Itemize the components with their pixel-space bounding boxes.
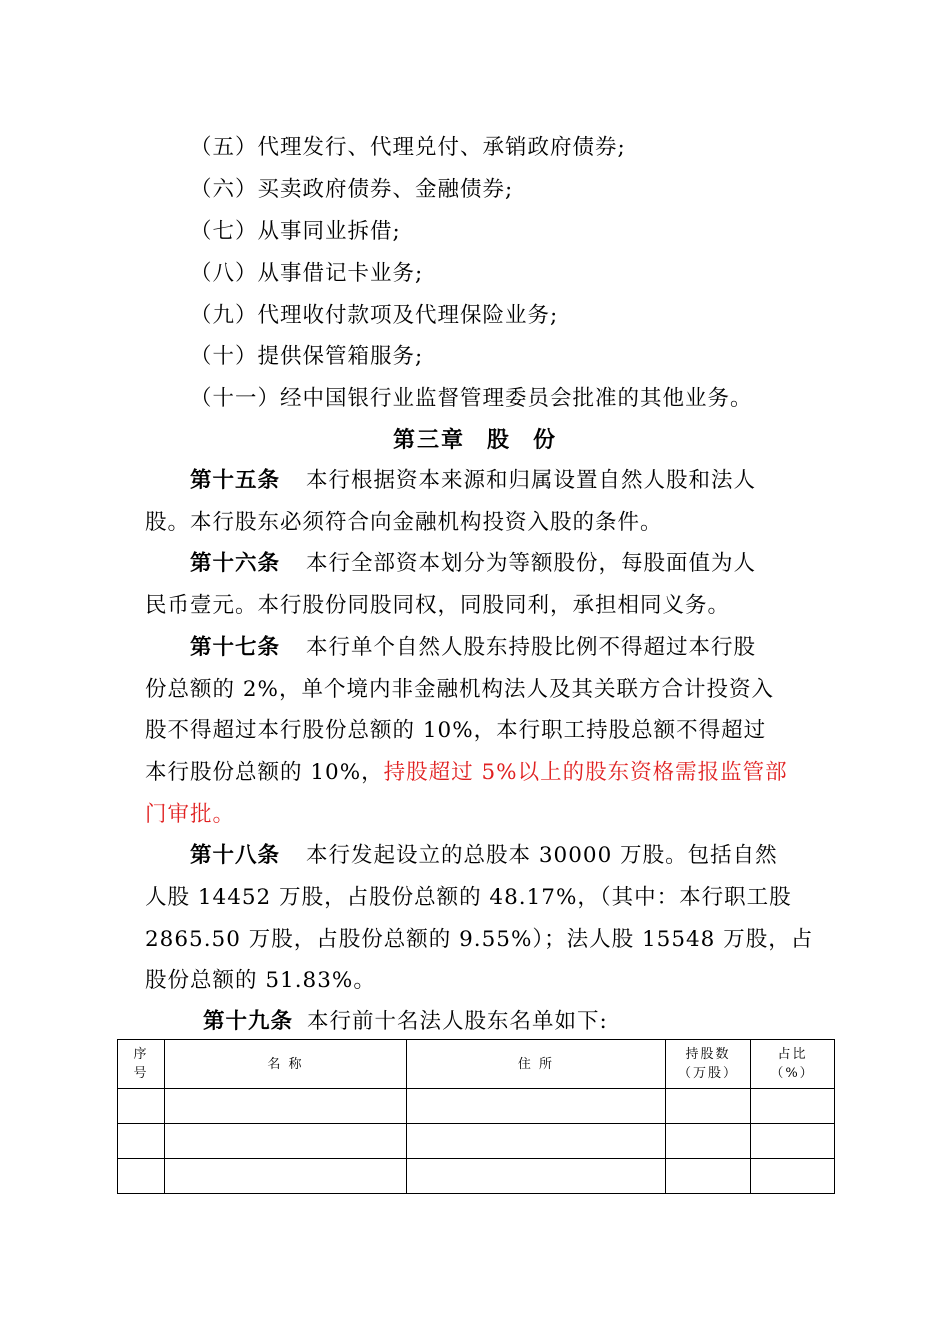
article-18-line-1: 第十八条 本行发起设立的总股本 30000 万股。包括自然 — [190, 843, 778, 868]
article-17-line-4: 本行股份总额的 10%，持股超过 5%以上的股东资格需报监管部 — [145, 760, 788, 785]
article-18-line-2: 人股 14452 万股，占股份总额的 48.17%，（其中：本行职工股 — [145, 885, 792, 910]
list-item-5: （五）代理发行、代理兑付、承销政府债券; — [190, 135, 626, 160]
table-row — [118, 1089, 835, 1124]
header-seq: 序 号 — [118, 1040, 165, 1089]
article-16-line-1: 第十六条 本行全部资本划分为等额股份，每股面值为人 — [190, 551, 757, 576]
chapter-word-1: 股 — [486, 427, 511, 453]
list-item-6: （六）买卖政府债券、金融债券; — [190, 177, 514, 202]
table-header-row — [118, 1040, 835, 1089]
article-17-line-5: 门审批。 — [145, 802, 236, 827]
article-16-heading: 第十六条 — [190, 551, 281, 576]
chapter-number: 第三章 — [392, 427, 465, 453]
list-item-7: （七）从事同业拆借; — [190, 219, 401, 244]
header-name: 名 称 — [165, 1040, 407, 1089]
header-shares: 持股数 （万股） — [666, 1040, 751, 1089]
shareholder-table — [117, 1039, 835, 1194]
article-18-line-4: 股份总额的 51.83%。 — [145, 968, 376, 993]
chapter-title — [0, 425, 950, 455]
article-17-line-1: 第十七条 本行单个自然人股东持股比例不得超过本行股 — [190, 635, 757, 660]
header-ratio: 占比 （%） — [751, 1040, 835, 1089]
article-17-line-3: 股不得超过本行股份总额的 10%，本行职工持股总额不得超过 — [145, 718, 767, 743]
highlighted-text: 持股超过 5%以上的股东资格需报监管部 — [383, 760, 788, 785]
article-15-line-2: 股。本行股东必须符合向金融机构投资入股的条件。 — [145, 510, 663, 535]
table-row — [118, 1124, 835, 1159]
article-17-line-2: 份总额的 2%，单个境内非金融机构法人及其关联方合计投资入 — [145, 677, 774, 702]
article-18-line-3: 2865.50 万股，占股份总额的 9.55%）；法人股 15548 万股，占 — [145, 927, 814, 952]
article-16-line-2: 民币壹元。本行股份同股同权，同股同利，承担相同义务。 — [145, 593, 731, 618]
article-18-heading: 第十八条 — [190, 843, 281, 868]
article-15-heading: 第十五条 — [190, 468, 281, 493]
article-19-line-1: 第十九条 本行前十名法人股东名单如下: — [203, 1009, 608, 1034]
article-19-heading: 第十九条 — [203, 1009, 294, 1034]
list-item-9: （九）代理收付款项及代理保险业务; — [190, 303, 559, 328]
table-row — [118, 1159, 835, 1194]
header-address: 住 所 — [407, 1040, 666, 1089]
article-15-line-1: 第十五条 本行根据资本来源和归属设置自然人股和法人 — [190, 468, 757, 493]
chapter-word-2: 份 — [533, 427, 558, 453]
list-item-8: （八）从事借记卡业务; — [190, 261, 424, 286]
article-17-heading: 第十七条 — [190, 635, 281, 660]
list-item-11: （十一）经中国银行业监督管理委员会批准的其他业务。 — [190, 386, 753, 411]
list-item-10: （十）提供保管箱服务; — [190, 344, 424, 369]
